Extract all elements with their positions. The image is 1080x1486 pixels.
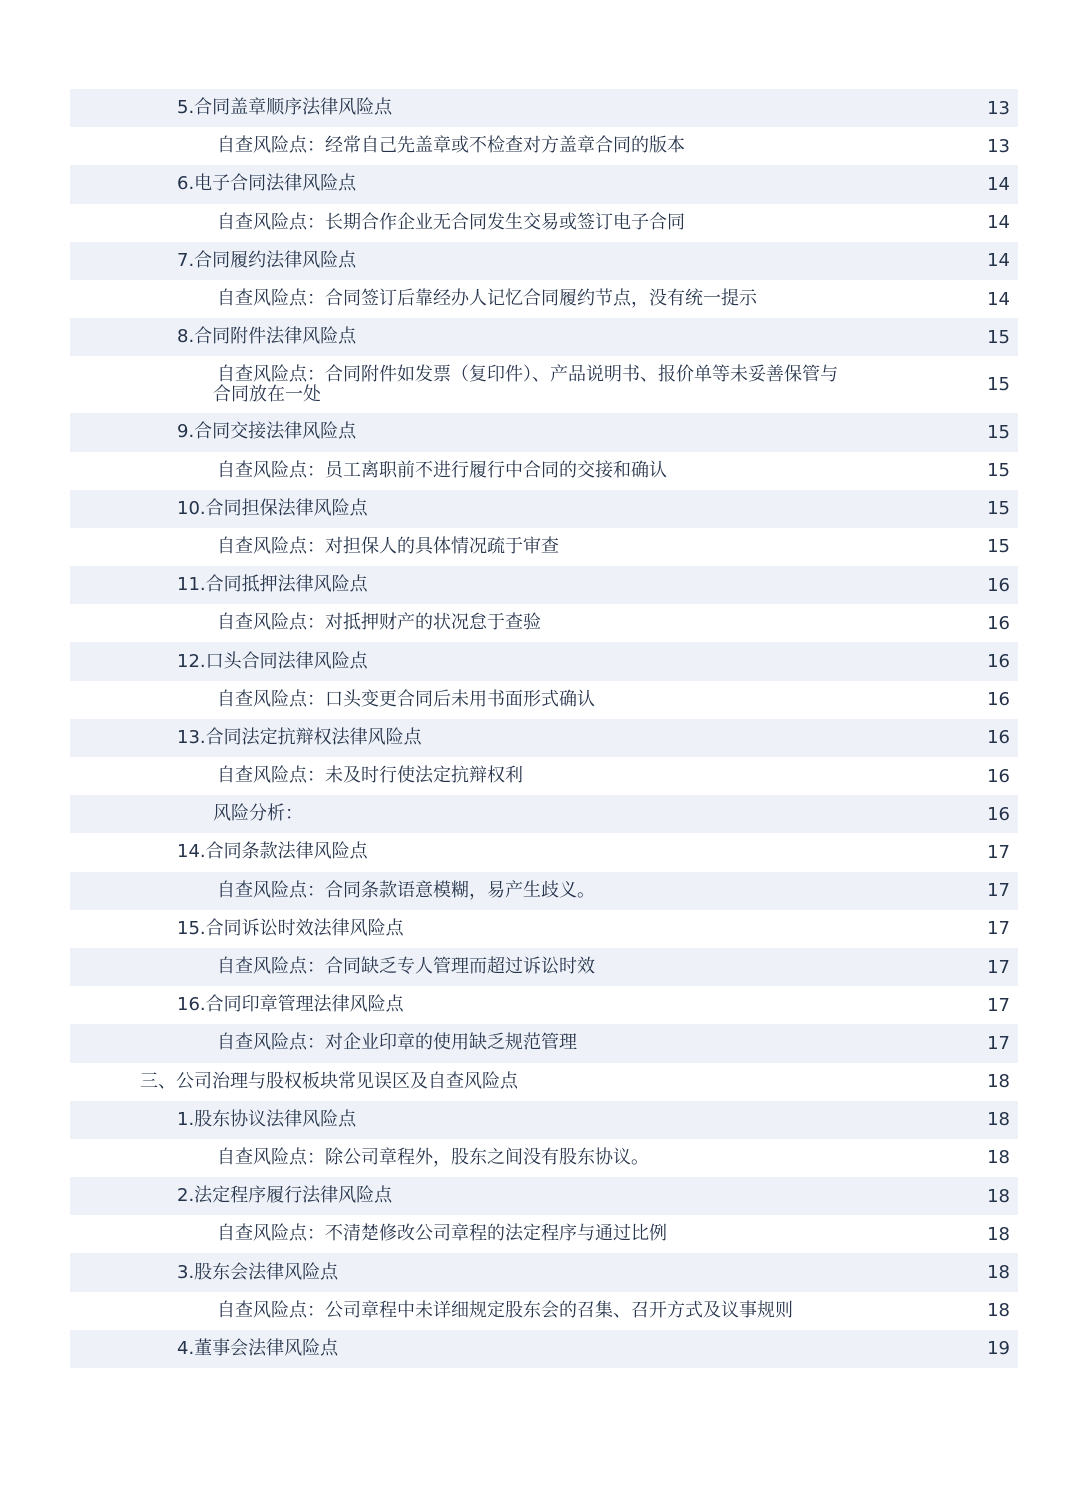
toc-entry-title: 8.合同附件法律风险点 xyxy=(177,326,357,348)
toc-entry-title: 自查风险点：合同缺乏专人管理而超过诉讼时效 xyxy=(217,956,595,978)
toc-entry[interactable] xyxy=(70,1215,1018,1253)
toc-entry-page-number: 17 xyxy=(987,880,1010,902)
toc-entry-title: 13.合同法定抗辩权法律风险点 xyxy=(177,726,422,748)
toc-entry-title: 自查风险点：经常自己先盖章或不检查对方盖章合同的版本 xyxy=(217,135,685,157)
toc-entry-page-number: 16 xyxy=(987,727,1010,749)
toc-entry-page-number: 15 xyxy=(987,460,1010,482)
toc-entry-title: 三、公司治理与股权板块常见误区及自查风险点 xyxy=(140,1070,518,1092)
toc-entry-page-number: 15 xyxy=(987,498,1010,520)
toc-entry-page-number: 17 xyxy=(987,841,1010,863)
toc-entry[interactable] xyxy=(70,1063,1018,1101)
toc-entry[interactable] xyxy=(70,1330,1018,1368)
toc-entry[interactable] xyxy=(70,1024,1018,1062)
toc-entry-title: 1.股东协议法律风险点 xyxy=(177,1108,357,1130)
toc-entry-page-number: 16 xyxy=(987,574,1010,596)
toc-entry-title: 2.法定程序履行法律风险点 xyxy=(177,1185,393,1207)
toc-entry-page-number: 16 xyxy=(987,651,1010,673)
toc-entry-page-number: 13 xyxy=(987,135,1010,157)
toc-entry[interactable] xyxy=(70,1253,1018,1291)
toc-entry-title: 自查风险点：对担保人的具体情况疏于审查 xyxy=(217,535,559,557)
toc-entry[interactable] xyxy=(70,642,1018,680)
toc-entry-page-number: 16 xyxy=(987,689,1010,711)
toc-entry[interactable] xyxy=(70,413,1018,451)
toc-entry[interactable] xyxy=(70,1177,1018,1215)
toc-entry[interactable] xyxy=(70,89,1018,127)
toc-entry[interactable] xyxy=(70,910,1018,948)
toc-entry[interactable] xyxy=(70,1292,1018,1330)
toc-entry[interactable] xyxy=(70,681,1018,719)
toc-entry-page-number: 15 xyxy=(987,536,1010,558)
toc-entry-title: 5.合同盖章顺序法律风险点 xyxy=(177,97,393,119)
toc-entry-page-number: 18 xyxy=(987,1300,1010,1322)
toc-entry[interactable] xyxy=(70,1101,1018,1139)
toc-entry-title: 风险分析： xyxy=(213,803,303,825)
toc-entry-title: 自查风险点：合同签订后靠经办人记忆合同履约节点，没有统一提示 xyxy=(217,288,757,310)
toc-entry-title: 自查风险点：长期合作企业无合同发生交易或签订电子合同 xyxy=(217,211,685,233)
toc-entry-page-number: 14 xyxy=(987,288,1010,310)
toc-entry[interactable] xyxy=(70,566,1018,604)
toc-entry-page-number: 17 xyxy=(987,1032,1010,1054)
toc-entry-title: 自查风险点：对抵押财产的状况怠于查验 xyxy=(217,612,541,634)
toc-entry[interactable] xyxy=(70,719,1018,757)
toc-entry[interactable] xyxy=(70,948,1018,986)
toc-entry-title: 6.电子合同法律风险点 xyxy=(177,173,357,195)
toc-entry[interactable] xyxy=(70,280,1018,318)
toc-entry-page-number: 15 xyxy=(987,421,1010,443)
toc-entry-page-number: 16 xyxy=(987,765,1010,787)
toc-entry-title: 自查风险点：对企业印章的使用缺乏规范管理 xyxy=(217,1032,577,1054)
toc-entry[interactable] xyxy=(70,872,1018,910)
toc-entry[interactable] xyxy=(70,833,1018,871)
toc-entry[interactable] xyxy=(70,795,1018,833)
toc-entry-title: 自查风险点：未及时行使法定抗辩权利 xyxy=(217,765,523,787)
toc-entry-page-number: 14 xyxy=(987,250,1010,272)
toc-entry-page-number: 14 xyxy=(987,173,1010,195)
toc-entry-page-number: 18 xyxy=(987,1262,1010,1284)
toc-entry-title: 自查风险点：除公司章程外，股东之间没有股东协议。 xyxy=(217,1146,649,1168)
toc-entry-title: 12.口头合同法律风险点 xyxy=(177,650,368,672)
toc-entry-title: 10.合同担保法律风险点 xyxy=(177,497,368,519)
toc-entry-title: 自查风险点：合同条款语意模糊，易产生歧义。 xyxy=(217,879,595,901)
toc-entry-title: 4.董事会法律风险点 xyxy=(177,1337,339,1359)
toc-entry[interactable] xyxy=(70,1139,1018,1177)
toc-entry[interactable] xyxy=(70,528,1018,566)
toc-entry-title: 9.合同交接法律风险点 xyxy=(177,421,357,443)
toc-entry-page-number: 17 xyxy=(987,956,1010,978)
toc-entry[interactable] xyxy=(70,604,1018,642)
toc-entry[interactable] xyxy=(70,490,1018,528)
toc-entry-page-number: 17 xyxy=(987,994,1010,1016)
toc-entry-page-number: 16 xyxy=(987,803,1010,825)
toc-entry-page-number: 13 xyxy=(987,97,1010,119)
toc-entry-page-number: 18 xyxy=(987,1185,1010,1207)
toc-entry-page-number: 18 xyxy=(987,1071,1010,1093)
toc-entry-page-number: 14 xyxy=(987,212,1010,234)
toc-entry-title: 自查风险点：员工离职前不进行履行中合同的交接和确认 xyxy=(217,459,667,481)
toc-entry-page-number: 16 xyxy=(987,612,1010,634)
toc-entry[interactable] xyxy=(70,986,1018,1024)
toc-entry-title: 11.合同抵押法律风险点 xyxy=(177,574,368,596)
toc-entry[interactable] xyxy=(70,356,1018,413)
toc-entry-page-number: 19 xyxy=(987,1338,1010,1360)
table-of-contents xyxy=(70,89,1018,1368)
toc-entry-title: 自查风险点：公司章程中未详细规定股东会的召集、召开方式及议事规则 xyxy=(217,1299,793,1321)
toc-entry-page-number: 18 xyxy=(987,1109,1010,1131)
toc-entry[interactable] xyxy=(70,204,1018,242)
toc-entry[interactable] xyxy=(70,242,1018,280)
toc-entry[interactable] xyxy=(70,318,1018,356)
toc-entry-title: 3.股东会法律风险点 xyxy=(177,1261,339,1283)
toc-entry-title: 16.合同印章管理法律风险点 xyxy=(177,994,404,1016)
toc-entry-title: 自查风险点：不清楚修改公司章程的法定程序与通过比例 xyxy=(217,1223,667,1245)
toc-entry-page-number: 15 xyxy=(987,326,1010,348)
toc-entry[interactable] xyxy=(70,757,1018,795)
toc-entry-title: 自查风险点：口头变更合同后未用书面形式确认 xyxy=(217,688,595,710)
toc-entry-title: 15.合同诉讼时效法律风险点 xyxy=(177,917,404,939)
toc-entry-page-number: 17 xyxy=(987,918,1010,940)
toc-entry-title: 7.合同履约法律风险点 xyxy=(177,249,357,271)
toc-entry[interactable] xyxy=(70,127,1018,165)
toc-entry-title: 14.合同条款法律风险点 xyxy=(177,841,368,863)
toc-entry[interactable] xyxy=(70,452,1018,490)
toc-entry-page-number: 18 xyxy=(987,1147,1010,1169)
toc-entry-page-number: 18 xyxy=(987,1223,1010,1245)
toc-entry-title: 自查风险点：合同附件如发票（复印件）、产品说明书、报价单等未妥善保管与合同放在一处 xyxy=(213,363,838,405)
toc-entry-page-number: 15 xyxy=(987,374,1010,396)
toc-entry[interactable] xyxy=(70,165,1018,203)
